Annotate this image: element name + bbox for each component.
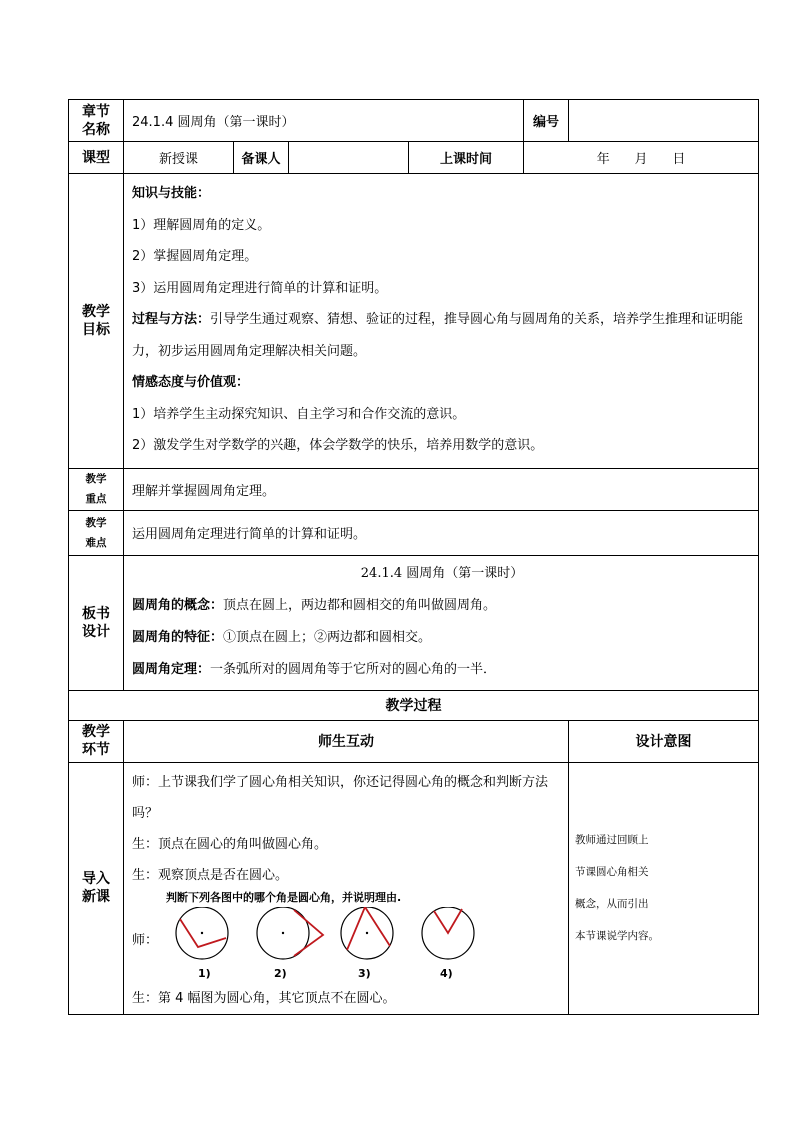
knowledge-item: 3）运用圆周角定理进行简单的计算和证明。 [132, 280, 388, 296]
number-value [569, 100, 759, 142]
knowledge-title: 知识与技能： [132, 186, 211, 201]
figure-prefix: 师： [132, 932, 159, 948]
intro-last-line: 生：第 4 幅图为圆心角，其它顶点不在圆心。 [132, 990, 396, 1006]
process-header-row [69, 720, 759, 762]
circle-figure-2 [257, 907, 323, 959]
concept-title: 圆周角的概念： [132, 597, 224, 613]
feature-text: ①顶点在圆上；②两边都和圆相交。 [223, 629, 432, 645]
date-field [524, 142, 759, 174]
figure-label-4: 4) [440, 966, 453, 979]
goals-label [69, 174, 124, 469]
lesson-plan-table [68, 99, 759, 1015]
preparer-value [289, 142, 409, 174]
stage-header-text: 教学 环节 [82, 724, 110, 758]
number-label: 编号 [524, 100, 569, 142]
board-row [69, 555, 759, 690]
chapter-label [69, 100, 124, 142]
process-title-row [69, 690, 759, 720]
circle-figure-3 [341, 907, 393, 959]
theorem-text: 一条弧所对的圆周角等于它所对的圆心角的一半． [210, 661, 497, 677]
difficulty-label [69, 510, 124, 555]
chapter-value: 24.1.4 圆周角（第一课时） [124, 100, 524, 142]
circle-diagrams [164, 907, 484, 979]
figure-label-2: 2) [274, 966, 287, 979]
process-title: 过程与方法： [132, 312, 211, 327]
concept-text: 顶点在圆上，两边都和圆相交的角叫做圆周角。 [223, 597, 497, 613]
key-point-label-text: 教学 重点 [85, 473, 107, 505]
theorem-title: 圆周角定理： [132, 661, 211, 677]
circles-figure [132, 890, 562, 979]
board-label-text: 板书 设计 [82, 605, 110, 640]
difficulty-text: 运用圆周角定理进行简单的计算和证明。 [124, 510, 759, 555]
intent-line: 概念，从而引出 [575, 898, 649, 910]
board-label [69, 555, 124, 690]
date-text: 年 月 日 [596, 152, 686, 167]
emotion-item: 1）培养学生主动探究知识、自主学习和合作交流的意识。 [132, 406, 466, 422]
intro-label-text: 导入 新课 [82, 871, 110, 905]
goals-content [124, 174, 759, 469]
knowledge-item: 1）理解圆周角的定义。 [132, 217, 271, 233]
chapter-row [69, 100, 759, 142]
board-title: 24.1.4 圆周角（第一课时） [360, 565, 524, 581]
intent-line: 教师通过回顾上 [575, 834, 649, 846]
intro-label [69, 762, 124, 1014]
figure-label-1: 1) [198, 966, 211, 979]
emotion-title: 情感态度与价值观： [132, 375, 250, 390]
key-point-label [69, 468, 124, 510]
intent-header-text: 设计意图 [635, 734, 692, 750]
key-point-row [69, 468, 759, 510]
process-section-title: 教学过程 [69, 690, 759, 720]
figure-question: 判断下列各图中的哪个角是圆心角，并说明理由. [166, 890, 402, 904]
goals-label-text: 教学 目标 [82, 303, 110, 338]
time-label: 上课时间 [409, 142, 524, 174]
circle-figure-4 [422, 907, 474, 959]
board-content [124, 555, 759, 690]
intro-line: 生：顶点在圆心的角叫做圆心角。 [132, 836, 328, 852]
goals-row [69, 174, 759, 469]
intent-header [569, 720, 759, 762]
difficulty-row [69, 510, 759, 555]
key-point-text: 理解并掌握圆周角定理。 [124, 468, 759, 510]
type-value: 新授课 [124, 142, 234, 174]
knowledge-item: 2）掌握圆周角定理。 [132, 249, 258, 264]
intent-line: 本节课说学内容。 [575, 930, 660, 942]
emotion-item: 2）激发学生对学数学的兴趣，体会学数学的快乐，培养用数学的意识。 [132, 438, 544, 453]
intro-row [69, 762, 759, 1014]
preparer-label: 备课人 [234, 142, 289, 174]
type-label: 课型 [69, 142, 124, 174]
intro-content [124, 762, 569, 1014]
intro-line: 生：观察顶点是否在圆心。 [132, 867, 289, 883]
circle-figure-1 [176, 907, 228, 959]
intro-intent [569, 762, 759, 1014]
stage-header [69, 720, 124, 762]
intent-line: 节课圆心角相关 [575, 866, 649, 878]
interaction-header: 师生互动 [124, 720, 569, 762]
figure-label-3: 3) [358, 966, 371, 979]
feature-title: 圆周角的特征： [132, 629, 224, 645]
process-text: 引导学生通过观察、猜想、验证的过程，推导圆心角与圆周角的关系，培养学生推理和证明能力，初步运用圆周角定理解决相关问题。 [132, 312, 744, 359]
chapter-label-text: 章节 名称 [82, 103, 110, 138]
type-row [69, 142, 759, 174]
intro-line: 师：上节课我们学了圆心角相关知识，你还记得圆心角的概念和判断方法吗？ [132, 774, 549, 821]
difficulty-label-text: 教学 难点 [85, 516, 107, 549]
